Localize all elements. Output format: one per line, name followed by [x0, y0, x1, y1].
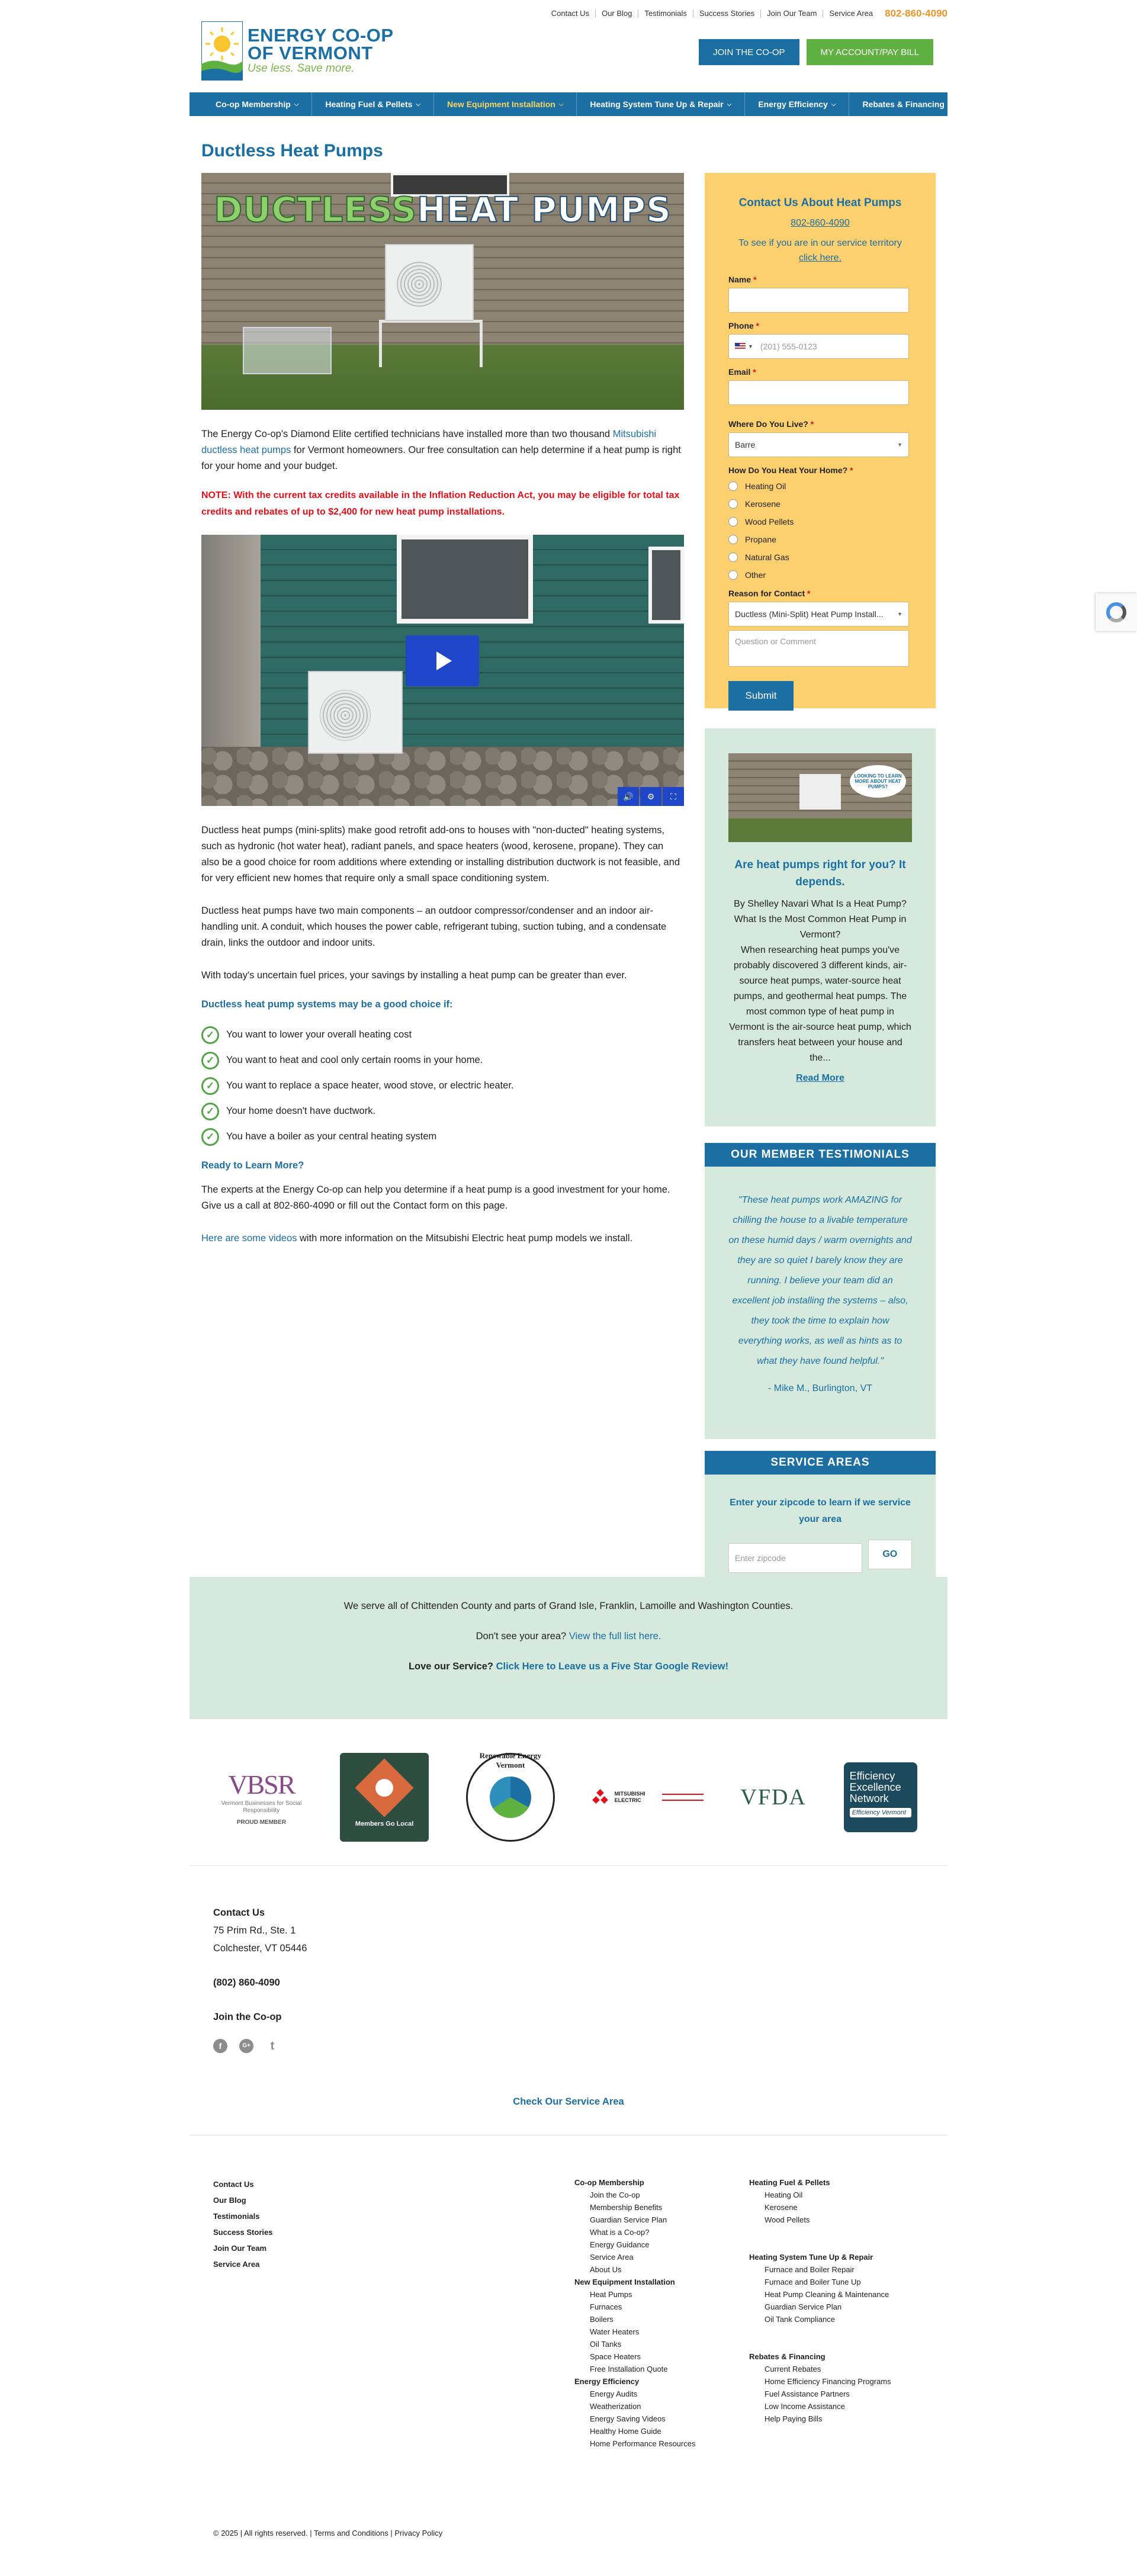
footer-contact	[213, 1904, 307, 2053]
form-phone-link[interactable]: 802-860-4090	[791, 218, 850, 228]
question-textarea[interactable]	[728, 630, 909, 667]
site-header	[190, 21, 948, 92]
list-item	[201, 1124, 684, 1149]
google-plus-icon[interactable]: G+	[239, 2039, 253, 2053]
divider	[190, 1865, 948, 1866]
territory-note	[728, 236, 912, 265]
phone-field[interactable]: ▼ (201) 555-0123	[728, 334, 909, 359]
nav-item-label: Energy Efficiency	[758, 99, 828, 109]
main-nav	[190, 92, 953, 116]
chevron-down-icon: ⌵	[727, 101, 732, 108]
paragraph: Ductless heat pumps (mini-splits) make good retrofit add-ons to houses with "non-ducted" heating systems, such as hydronic (hot water heat), radiant panels, and space heaters (wood, kerosene, propane). They can also be a good choice for room additions where extending or installing distribution ductwork is not feasible, and for very efficient new homes that require only a small space conditioning system.	[201, 825, 680, 884]
name-field[interactable]	[728, 288, 909, 313]
radio-wood-pellets[interactable]: Wood Pellets	[728, 513, 912, 531]
vfda-logo[interactable]	[740, 1784, 806, 1810]
testimonials-box	[705, 1143, 936, 1439]
heart-icon	[355, 1759, 414, 1817]
us-flag-icon[interactable]	[735, 343, 746, 350]
partner-logos	[190, 1747, 948, 1848]
sun-landscape-icon	[201, 21, 243, 81]
hero-title-white: HEAT PUMPS	[416, 189, 672, 230]
list-item-text: You want to heat and cool only certain rooms in your home.	[226, 1055, 483, 1065]
play-button[interactable]	[406, 635, 479, 686]
radio-heating-oil[interactable]: Heating Oil	[728, 477, 912, 495]
blog-card	[705, 728, 936, 1126]
testimonial-quote: "These heat pumps work AMAZING for chilling the house to a livable temperature on these humid days / warm overnights and they are so quiet I barely know they are running. I believe your team did an excellent job installing the systems – also, they took the time to explain how everything works, as well as hints as to what they have found helpful."	[728, 1195, 912, 1366]
footer-link[interactable]: Heating Oil	[765, 2190, 803, 2199]
chevron-down-icon: ▼	[897, 611, 902, 617]
footer-heading[interactable]: New Equipment Installation	[574, 2278, 675, 2286]
utility-bar	[190, 0, 948, 21]
check-circle-icon: ✓	[201, 1103, 219, 1120]
footer-heading[interactable]: Energy Efficiency	[574, 2377, 640, 2386]
join-coop-button[interactable]: JOIN THE CO-OP	[699, 39, 799, 65]
nav-item-label: Rebates & Financing	[862, 99, 945, 109]
logo-line-1: ENERGY CO-OP	[248, 25, 394, 46]
page-title: Ductless Heat Pumps	[201, 141, 383, 160]
radio-other[interactable]: Other	[728, 566, 912, 584]
nav-item-label: Heating System Tune Up & Repair	[590, 99, 724, 109]
main-content	[201, 173, 684, 1247]
footer-link[interactable]: Current Rebates	[765, 2365, 821, 2373]
check-circle-icon: ✓	[201, 1128, 219, 1146]
footer-link[interactable]: Water Heaters	[590, 2327, 640, 2336]
hero-title-green: DUCTLESS	[214, 189, 417, 230]
chevron-down-icon: ⌵	[558, 101, 564, 108]
play-icon	[436, 651, 452, 670]
twitter-icon[interactable]: t	[270, 2039, 275, 2053]
zipcode-input[interactable]	[728, 1543, 862, 1573]
chevron-down-icon: ⌵	[948, 101, 953, 108]
blog-excerpt: By Shelley Navari What Is a Heat Pump? What Is the Most Common Heat Pump in Vermont? When researching heat pumps you've probably discovered 3 different kinds, air-source heat pumps, water-source heat pumps, and geothermal heat pumps. The most common type of heat pump in Vermont is the air-source heat pump, which transfers heat between your house and the...	[729, 899, 911, 1063]
list-item	[201, 1099, 684, 1124]
note-text: NOTE: With the current tax credits available in the Inflation Reduction Act, you may be eligible for total tax credits and rebates of up to $2,400 for new heat pump installations.	[201, 490, 680, 517]
areas-line-2: Don't see your area? View the full list here.	[476, 1631, 661, 1642]
nav-item-heating-fuel[interactable]	[312, 92, 434, 116]
contact-form	[705, 173, 936, 708]
question-placeholder: Question or Comment	[735, 637, 816, 646]
list-item-text: Your home doesn't have ductwork.	[226, 1106, 376, 1116]
territory-link[interactable]: click here.	[798, 253, 842, 263]
renewable-energy-vermont-text: Renewable Energy Vermont	[479, 1751, 542, 1769]
footer-link[interactable]: Service Area	[590, 2253, 634, 2262]
choice-heading: Ductless heat pump systems may be a good choice if:	[201, 999, 453, 1010]
footer-link[interactable]: Fuel Assistance Partners	[765, 2389, 850, 2398]
footer-contact-heading: Contact Us	[213, 1907, 265, 1918]
footer-link[interactable]: Join the Co-op	[590, 2190, 640, 2199]
ready-paragraph: The experts at the Energy Co-op can help you determine if a heat pump is a good investment for your home. Give us a call at 802-860-4090 or fill out the Contact form on this page.	[201, 1184, 670, 1211]
google-review-link[interactable]: Click Here to Leave us a Five Star Google Review!	[496, 1661, 729, 1672]
footer-link[interactable]: Heat Pumps	[590, 2290, 632, 2299]
video-controls	[618, 787, 684, 806]
footer-link[interactable]: Guardian Service Plan	[590, 2215, 667, 2224]
mitsubishi-electric-logo[interactable]	[592, 1790, 704, 1804]
location-select[interactable]	[728, 432, 909, 457]
intro-text-end: for Vermont homeowners. Our free consultation can help determine if a heat pump is right for your home and your budget.	[201, 445, 681, 471]
email-field[interactable]	[728, 380, 909, 405]
submit-button[interactable]: Submit	[728, 681, 794, 711]
footer-address-2: Colchester, VT 05446	[213, 1943, 307, 1954]
renewable-energy-vermont-logo[interactable]	[466, 1753, 555, 1842]
volume-icon[interactable]: 🔊	[618, 787, 639, 806]
videos-link[interactable]: Here are some videos	[201, 1233, 297, 1244]
video-player[interactable]	[201, 535, 684, 806]
diamond-dealer-badge	[662, 1794, 704, 1801]
footer-link[interactable]: Healthy Home Guide	[590, 2427, 661, 2436]
zipcode-placeholder: Enter zipcode	[735, 1553, 786, 1563]
full-list-link[interactable]: View the full list here.	[568, 1631, 661, 1642]
settings-gear-icon[interactable]: ⚙	[640, 787, 661, 806]
leaf-swirl-icon	[490, 1777, 531, 1818]
footer-link[interactable]: Furnace and Boiler Tune Up	[765, 2278, 861, 2286]
footer-link[interactable]: Home Efficiency Financing Programs	[765, 2377, 891, 2386]
videos-paragraph	[201, 1231, 684, 1247]
territory-text: To see if you are in our service territory	[738, 238, 902, 248]
topbar-link-contact[interactable]: Contact Us	[545, 9, 596, 18]
radio-natural-gas[interactable]: Natural Gas	[728, 548, 912, 566]
page-wrapper	[190, 0, 953, 1563]
intro-paragraph	[201, 426, 684, 474]
vbsr-logo-subtitle: Vermont Businesses for Social Responsibility	[221, 1800, 302, 1814]
footer-heading[interactable]: Heating System Tune Up & Repair	[749, 2253, 873, 2262]
mitsubishi-link[interactable]: Mitsubishi ductless heat pumps	[201, 429, 657, 455]
list-item	[201, 1073, 684, 1099]
logo-tagline: Use less. Save more.	[248, 62, 355, 75]
sidebar	[705, 173, 936, 1597]
radio-propane[interactable]: Propane	[728, 531, 912, 548]
service-areas-text: Enter your zipcode to learn if we service your area	[730, 1498, 911, 1524]
footer-join-link[interactable]: Join the Co-op	[213, 2012, 282, 2022]
mitsubishi-diamonds-icon	[592, 1790, 609, 1804]
heat-options	[728, 477, 912, 584]
nav-item-label: Co-op Membership	[216, 99, 291, 109]
topbar-link-testimonials[interactable]: Testimonials	[638, 9, 693, 18]
paragraph: With today's uncertain fuel prices, your savings by installing a heat pump can be greater than ever.	[201, 970, 627, 981]
footer-address-1: 75 Prim Rd., Ste. 1	[213, 1925, 296, 1936]
location-select-value: Barre	[735, 440, 756, 449]
footer-link[interactable]: Heat Pump Cleaning & Maintenance	[765, 2290, 889, 2299]
footer-link[interactable]: Space Heaters	[590, 2352, 641, 2361]
footer-col-1	[213, 2176, 272, 2272]
email-label: Email *	[728, 367, 756, 377]
nav-item-label: Heating Fuel & Pellets	[325, 99, 413, 109]
check-service-area-link[interactable]: Check Our Service Area	[513, 2096, 624, 2107]
footer-link-success[interactable]: Success Stories	[213, 2228, 273, 2237]
phone-placeholder: (201) 555-0123	[760, 342, 817, 351]
testimonials-header: OUR MEMBER TESTIMONIALS	[705, 1143, 936, 1167]
copyright: © 2025 | All rights reserved. | Terms and Conditions | Privacy Policy	[213, 2529, 443, 2538]
ready-heading: Ready to Learn More?	[201, 1160, 304, 1171]
vbsr-logo-badge: PROUD MEMBER	[236, 1819, 287, 1826]
footer-col-3	[749, 2176, 891, 2425]
reason-label: Reason for Contact *	[728, 589, 811, 598]
members-go-local-text: Members Go Local	[355, 1820, 414, 1827]
recaptcha-badge[interactable]	[1096, 593, 1137, 631]
heat-label: How Do You Heat Your Home? *	[728, 465, 853, 475]
footer-link[interactable]: Energy Guidance	[590, 2240, 650, 2249]
nav-item-rebates[interactable]	[849, 92, 965, 116]
footer-link[interactable]: What is a Co-op?	[590, 2228, 650, 2237]
topbar-link-blog[interactable]: Our Blog	[596, 9, 638, 18]
vfda-logo-text: VFDA	[740, 1785, 807, 1810]
paragraph: Ductless heat pumps have two main components – an outdoor compressor/condenser and an indoor air-handling unit. A conduit, which houses the power cable, refrigerant tubing, suction tubing, and a condensate drain, links the outdoor and indoor units.	[201, 905, 667, 948]
list-item-text: You have a boiler as your central heating system	[226, 1131, 437, 1142]
check-circle-icon: ✓	[201, 1077, 219, 1095]
areas-line-3: Love our Service? Click Here to Leave us a Five Star Google Review!	[408, 1661, 729, 1672]
vbsr-logo-text: VBSR	[228, 1769, 295, 1800]
footer-link-testimonials[interactable]: Testimonials	[213, 2212, 260, 2221]
een-subtext: Efficiency Vermont	[850, 1808, 911, 1817]
nav-item-new-equipment[interactable]	[434, 92, 577, 116]
fullscreen-icon[interactable]: ⛶	[663, 787, 684, 806]
go-button[interactable]: GO	[868, 1540, 912, 1569]
chevron-down-icon: ⌵	[294, 101, 299, 108]
phone-label: Phone *	[728, 321, 760, 330]
footer-link[interactable]: Weatherization	[590, 2402, 641, 2411]
footer-link-service-area[interactable]: Service Area	[213, 2260, 260, 2269]
read-more-link[interactable]: Read More	[796, 1073, 844, 1083]
list-item-text: You want to replace a space heater, wood stove, or electric heater.	[226, 1080, 514, 1091]
chevron-down-icon: ⌵	[831, 101, 836, 108]
vbsr-logo[interactable]	[220, 1769, 303, 1826]
reason-select-value: Ductless (Mini-Split) Heat Pump Install...	[735, 609, 884, 619]
footer-link-blog[interactable]: Our Blog	[213, 2196, 246, 2205]
header-buttons	[699, 39, 933, 65]
footer-link[interactable]: Help Paying Bills	[765, 2414, 823, 2423]
form-title: Contact Us About Heat Pumps	[738, 197, 902, 209]
service-areas-header: SERVICE AREAS	[705, 1451, 936, 1475]
een-text-1: Efficiency	[849, 1770, 895, 1782]
footer-link[interactable]: Boilers	[590, 2315, 614, 2324]
footer-link[interactable]: Oil Tanks	[590, 2340, 622, 2349]
list-item	[201, 1048, 684, 1073]
site-logo[interactable]	[201, 21, 394, 81]
footer-heading[interactable]: Rebates & Financing	[749, 2352, 826, 2361]
footer-link-contact[interactable]: Contact Us	[213, 2180, 254, 2189]
hero-title	[201, 189, 684, 230]
check-circle-icon: ✓	[201, 1052, 219, 1069]
service-areas-box	[705, 1451, 936, 1597]
nav-item-membership[interactable]	[190, 92, 312, 116]
nav-item-label: New Equipment Installation	[447, 99, 555, 109]
areas-line-1: We serve all of Chittenden County and parts of Grand Isle, Franklin, Lamoille and Washington Counties.	[343, 1601, 794, 1611]
footer-link[interactable]: Wood Pellets	[765, 2215, 810, 2224]
checklist	[201, 1022, 684, 1149]
footer-link[interactable]: Furnaces	[590, 2302, 622, 2311]
hero-image	[201, 173, 684, 410]
nav-item-efficiency[interactable]	[745, 92, 849, 116]
videos-text: with more information on the Mitsubishi Electric heat pump models we install.	[297, 1233, 633, 1244]
footer-link[interactable]: Free Installation Quote	[590, 2365, 668, 2373]
footer-link[interactable]: Energy Audits	[590, 2389, 638, 2398]
live-label: Where Do You Live? *	[728, 419, 814, 429]
chevron-down-icon: ▼	[897, 442, 902, 448]
nav-item-tune-up[interactable]	[577, 92, 745, 116]
footer-link[interactable]: Guardian Service Plan	[765, 2302, 842, 2311]
footer-col-2	[574, 2176, 695, 2450]
recaptcha-icon	[1106, 602, 1126, 622]
efficiency-excellence-network-logo[interactable]	[844, 1762, 917, 1832]
footer-link[interactable]: Home Performance Resources	[590, 2439, 696, 2448]
footer-link[interactable]: Membership Benefits	[590, 2203, 663, 2212]
topbar-link-success[interactable]: Success Stories	[693, 9, 761, 18]
topbar-link-service-area[interactable]: Service Area	[829, 9, 873, 18]
radio-kerosene[interactable]: Kerosene	[728, 495, 912, 513]
social-icons	[213, 2039, 307, 2053]
members-go-local-logo[interactable]	[340, 1753, 429, 1842]
topbar-link-team[interactable]: Join Our Team	[761, 9, 823, 18]
mitsubishi-logo-text: MITSUBISHI ELECTRIC	[614, 1791, 645, 1803]
intro-text: The Energy Co-op's Diamond Elite certified technicians have installed more than two thousand	[201, 429, 613, 439]
heat-pump-unit-icon	[385, 244, 474, 321]
tax-credit-note	[201, 487, 684, 521]
chevron-down-icon: ⌵	[416, 101, 421, 108]
zip-row	[705, 1528, 936, 1573]
name-label: Name *	[728, 275, 757, 284]
footer-link[interactable]: Furnace and Boiler Repair	[765, 2265, 855, 2274]
list-item	[201, 1022, 684, 1048]
footer-heading[interactable]: Heating Fuel & Pellets	[749, 2178, 830, 2187]
topbar-phone[interactable]: 802-860-4090	[885, 8, 948, 19]
footer-phone[interactable]: (802) 860-4090	[213, 1977, 280, 1988]
check-circle-icon: ✓	[201, 1026, 219, 1044]
service-areas-band	[190, 1577, 948, 1719]
footer-link[interactable]: Low Income Assistance	[765, 2402, 845, 2411]
footer-link[interactable]: Kerosene	[765, 2203, 798, 2212]
list-item-text: You want to lower your overall heating cost	[226, 1029, 412, 1040]
facebook-icon[interactable]: f	[213, 2039, 227, 2053]
blog-title[interactable]: Are heat pumps right for you? It depends.	[734, 859, 906, 888]
account-pay-bill-button[interactable]: MY ACCOUNT/PAY BILL	[807, 39, 933, 65]
blog-thumbnail[interactable]	[728, 753, 912, 842]
logo-line-2: OF VERMONT	[248, 43, 373, 63]
testimonial-author: - Mike M., Burlington, VT	[767, 1383, 873, 1393]
reason-select[interactable]	[728, 602, 909, 627]
een-text-2: Excellence	[849, 1781, 901, 1793]
footer-heading[interactable]: Co-op Membership	[574, 2178, 644, 2187]
footer-link[interactable]: About Us	[590, 2265, 622, 2274]
footer-link-team[interactable]: Join Our Team	[213, 2244, 267, 2253]
blog-thumbnail-bubble: LOOKING TO LEARN MORE ABOUT HEAT PUMPS?	[850, 765, 906, 798]
een-text-3: Network	[849, 1793, 889, 1804]
footer-link[interactable]: Energy Saving Videos	[590, 2414, 666, 2423]
footer-link[interactable]: Oil Tank Compliance	[765, 2315, 835, 2324]
